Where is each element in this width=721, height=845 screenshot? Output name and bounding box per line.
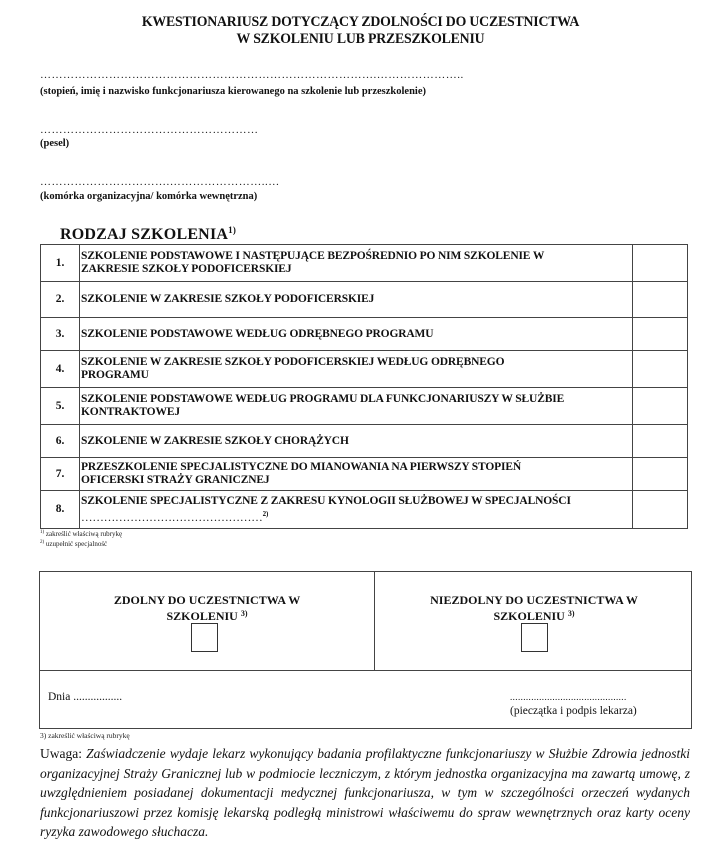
- row-select-cell[interactable]: [633, 458, 688, 491]
- row-label: [80, 245, 633, 282]
- row-label-line: SZKOLENIE SPECJALISTYCZNE Z ZAKRESU KYNOLOGII SŁUŻBOWEJ W SPECJALNOŚCI: [81, 494, 571, 507]
- row-label-line: PROGRAMU: [81, 369, 149, 381]
- row-number: 7.: [41, 458, 80, 491]
- unfit-label-line: [375, 607, 693, 623]
- row-number: 6.: [41, 425, 80, 458]
- row-select-cell[interactable]: [633, 491, 688, 529]
- unfit-checkbox[interactable]: [521, 623, 548, 652]
- row-label-line: PRZESZKOLENIE SPECJALISTYCZNE DO MIANOWANIA NA PIERWSZY STOPIEŃ: [81, 461, 522, 473]
- row-label: [80, 425, 633, 458]
- fit-label-line: [40, 607, 374, 623]
- row-number: 2.: [41, 282, 80, 318]
- pesel-field-caption: (pesel): [40, 138, 70, 149]
- row-label-line: SZKOLENIE W ZAKRESIE SZKOŁY PODOFICERSKIEJ: [81, 293, 375, 305]
- row-label-line: SZKOLENIE PODSTAWOWE I NASTĘPUJĄCE BEZPOŚREDNIO PO NIM SZKOLENIE W: [81, 250, 545, 262]
- note-label: Uwaga:: [40, 746, 82, 761]
- unit-field-caption: (komórka organizacyjna/ komórka wewnętrzna): [40, 191, 258, 202]
- table-row: [41, 491, 688, 529]
- footnote-text: zakreślić właściwą rubrykę: [45, 530, 123, 538]
- row-select-cell[interactable]: [633, 282, 688, 318]
- row-label: [80, 491, 633, 529]
- row-select-cell[interactable]: [633, 351, 688, 388]
- table-row: [41, 351, 688, 388]
- table-row: [41, 318, 688, 351]
- assessment-box: [39, 571, 692, 729]
- row-label: [80, 351, 633, 388]
- row-number: 4.: [41, 351, 80, 388]
- footnote-3: 3) zakreślić właściwą rubrykę: [40, 731, 130, 740]
- footnote-1: [40, 530, 122, 538]
- date-field[interactable]: Dnia .................: [48, 691, 123, 703]
- row-select-cell[interactable]: [633, 245, 688, 282]
- footnote-mark: 2): [40, 540, 45, 545]
- table-row: [41, 425, 688, 458]
- row-select-cell[interactable]: [633, 425, 688, 458]
- unit-field-line[interactable]: …………………………….……………………..…: [40, 176, 280, 188]
- note-paragraph: [40, 744, 690, 842]
- row-label-line: SZKOLENIE W ZAKRESIE SZKOŁY CHORĄŻYCH: [81, 434, 349, 447]
- footnote-ref: 3): [240, 609, 248, 618]
- training-kind-table: [40, 244, 688, 529]
- fit-checkbox[interactable]: [191, 623, 218, 652]
- row-label-line: SZKOLENIE PODSTAWOWE WEDŁUG PROGRAMU DLA FUNKCJONARIUSZY W SŁUŻBIE: [81, 393, 565, 405]
- form-title-line-1: KWESTIONARIUSZ DOTYCZĄCY ZDOLNOŚCI DO UCZESTNICTWA: [141, 14, 580, 30]
- row-label-line: [81, 508, 632, 525]
- row-label: [80, 388, 633, 425]
- row-label: [80, 318, 633, 351]
- name-field-caption: (stopień, imię i nazwisko funkcjonariusza kierowanego na szkolenie lub przeszkolenie): [40, 86, 426, 97]
- footnote-text: uzupełnić specjalność: [45, 540, 108, 548]
- row-number: 3.: [41, 318, 80, 351]
- fit-label-line: ZDOLNY DO UCZESTNICTWA W: [113, 593, 301, 607]
- row-label-line: KONTRAKTOWEJ: [81, 406, 180, 418]
- row-divider: [40, 670, 691, 671]
- form-title-line-2: W SZKOLENIU LUB PRZESZKOLENIU: [236, 31, 485, 47]
- row-label-line: ZAKRESIE SZKOŁY PODOFICERSKIEJ: [81, 263, 292, 275]
- fit-label: [40, 593, 374, 623]
- pesel-field-line[interactable]: …………………………………………………: [40, 124, 259, 136]
- note-text: Zaświadczenie wydaje lekarz wykonujący badania profilaktyczne funkcjonariuszy w Służbie Zdrowia jednostki organizacyjnej Straży Granicznej lub w podmiocie leczniczym, z którym jednostka organizacyjna ma zawartą umowę, z uwzględnieniem posiadanej dokumentacji medycznej funkcjonariusza, w tym w szczególności orzeczeń wydanych funkcjonariuszowi przez komisję lekarską podległą ministrowi właściwemu do spraw wewnętrznych oraz karty oceny ryzyka zawodowego słuchacza.: [40, 746, 690, 839]
- row-number: 5.: [41, 388, 80, 425]
- table-row: [41, 245, 688, 282]
- row-label: [80, 282, 633, 318]
- specialty-field-line[interactable]: …………………………………………: [81, 511, 263, 524]
- fit-label-text: SZKOLENIU: [166, 609, 238, 623]
- row-label-line: SZKOLENIE W ZAKRESIE SZKOŁY PODOFICERSKIEJ WEDŁUG ODRĘBNEGO: [81, 356, 505, 368]
- table-row: [41, 282, 688, 318]
- table-row: [41, 458, 688, 491]
- footnote-ref: 1): [228, 225, 237, 235]
- row-number: 8.: [41, 491, 80, 529]
- footnote-ref: 2): [262, 509, 269, 518]
- unfit-label-text: SZKOLENIU: [493, 609, 565, 623]
- row-select-cell[interactable]: [633, 318, 688, 351]
- row-label: [80, 458, 633, 491]
- training-kind-heading-text: RODZAJ SZKOLENIA: [60, 226, 229, 243]
- unfit-label-line: NIEZDOLNY DO UCZESTNICTWA W: [430, 593, 638, 607]
- footnote-mark: 1): [40, 530, 45, 535]
- signature-line[interactable]: ............................................: [510, 692, 627, 702]
- table-row: [41, 388, 688, 425]
- row-select-cell[interactable]: [633, 388, 688, 425]
- unfit-label: [375, 593, 693, 623]
- name-field-line[interactable]: …………………………………………………………………………….…………………..: [40, 69, 464, 81]
- footnote-ref: 3): [567, 609, 575, 618]
- row-number: 1.: [41, 245, 80, 282]
- row-label-line: SZKOLENIE PODSTAWOWE WEDŁUG ODRĘBNEGO PROGRAMU: [81, 327, 434, 340]
- signature-caption: (pieczątka i podpis lekarza): [510, 705, 637, 717]
- training-kind-heading: [60, 225, 236, 244]
- row-label-line: OFICERSKI STRAŻY GRANICZNEJ: [81, 474, 270, 486]
- footnote-2: [40, 540, 107, 548]
